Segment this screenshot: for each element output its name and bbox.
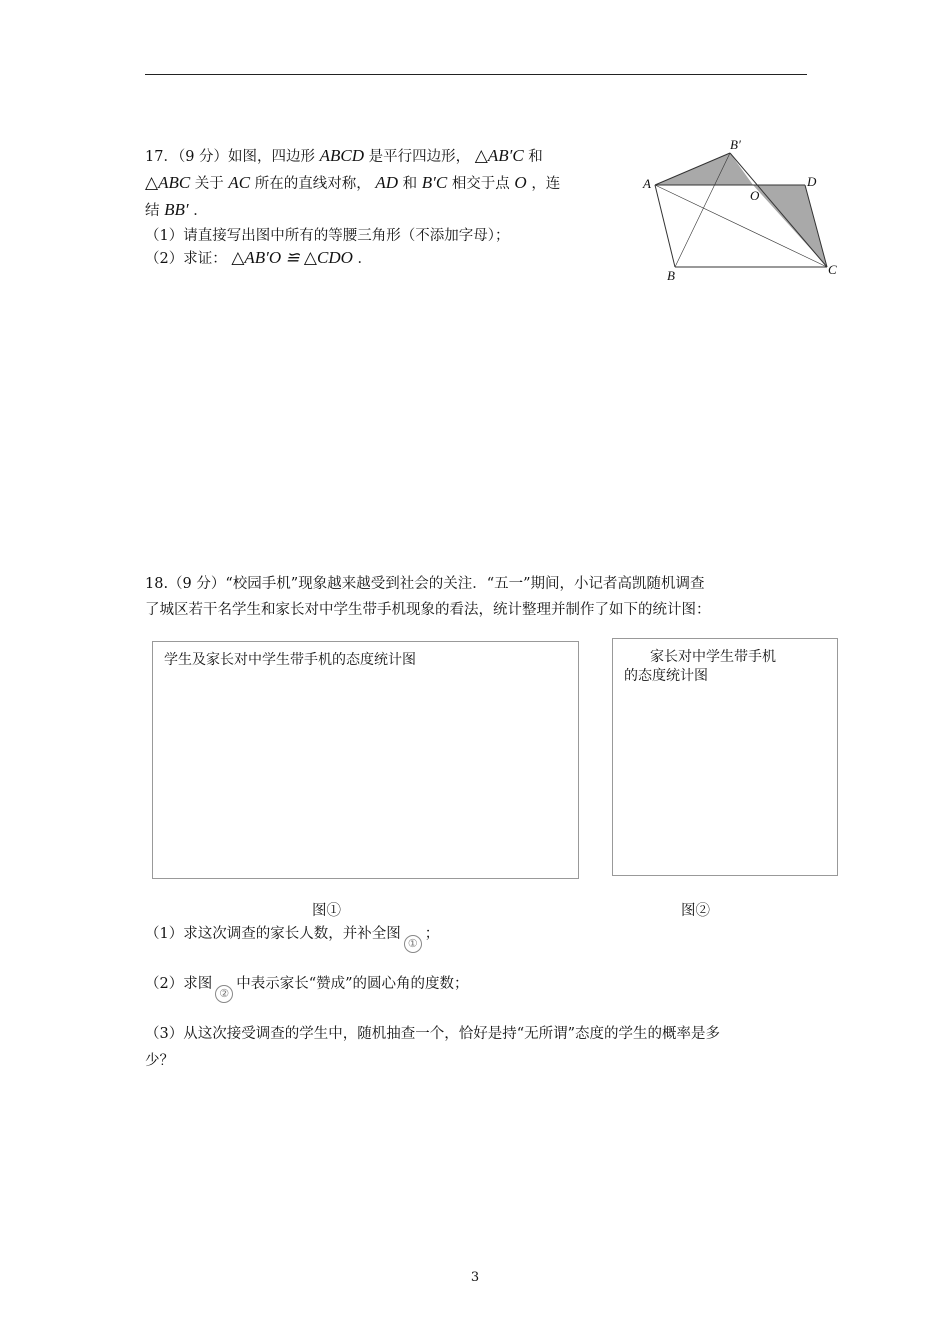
q18-line-1: 18.（9 分）“校园手机”现象越来越受到社会的关注．“五一”期间，小记者高凯随机调查: [145, 576, 705, 592]
q17-text: （2）求证：: [145, 251, 227, 267]
chart-1-title: 学生及家长对中学生带手机的态度统计图: [164, 652, 416, 668]
math-bpc: B′C: [421, 173, 448, 192]
math-triangle-abpc: △AB′C: [474, 146, 524, 165]
math-abcd: ABCD: [319, 146, 365, 165]
q17-text: ，连: [531, 176, 561, 192]
circled-two-icon: ②: [215, 985, 233, 1003]
chart-1-placeholder: [152, 641, 579, 879]
q17-part-1-text: （1）请直接写出图中所有的等腰三角形（不添加字母）；: [145, 228, 510, 244]
q18-part-2-end: 中表示家长“赞成”的圆心角的度数；: [236, 976, 469, 992]
q17-text: 结: [145, 203, 160, 219]
math-bbp: BB′: [164, 200, 189, 219]
chart-2-placeholder: [612, 638, 838, 876]
q18-part-1-end: ；: [424, 926, 440, 942]
q18-part-1: [145, 924, 439, 953]
shaded-triangle-abpo: [655, 153, 753, 185]
q17-part-2: [145, 248, 625, 275]
header-rule: [145, 74, 807, 75]
circled-one-icon: ①: [404, 935, 422, 953]
segment-ab: [655, 185, 675, 267]
label-d: D: [807, 174, 817, 189]
chart-2-title-line-2: 的态度统计图: [624, 668, 708, 684]
q18-line-2: 了城区若干名学生和家长对中学生带手机现象的看法，统计整理并制作了如下的统计图：: [145, 602, 711, 618]
q17-text: ．: [193, 203, 208, 219]
caption-figure-2: 图②: [681, 903, 710, 919]
chart-2-title-line-1: 家长对中学生带手机: [650, 649, 776, 665]
q17-part-1: [145, 226, 625, 248]
label-c: C: [828, 262, 837, 277]
q18-part-3-line-1: （3）从这次接受调查的学生中，随机抽查一个，恰好是持“无所谓”态度的学生的概率是多: [145, 1026, 721, 1042]
math-ad: AD: [375, 173, 399, 192]
q17-line-2: [145, 173, 625, 200]
q17-text: 关于: [194, 176, 224, 192]
q17-line-3: [145, 200, 625, 226]
q17-text: 和: [528, 149, 543, 165]
q18-part-3-line-2: 少？: [145, 1053, 174, 1069]
math-triangle-abc: △ABC: [145, 173, 191, 192]
question-18: [145, 574, 810, 626]
label-o: O: [750, 188, 760, 203]
q17-text: 所在的直线对称，: [254, 176, 371, 192]
q17-text: 17．（9 分）如图，四边形: [145, 149, 316, 165]
page-number: 3: [470, 1270, 480, 1285]
math-congruence: △AB′O ≌ △CDO: [231, 248, 353, 267]
q17-figure: [635, 133, 845, 283]
label-bprime: B′: [730, 137, 741, 152]
q17-line-1: [145, 146, 625, 173]
label-a: A: [643, 176, 651, 191]
q17-text: 相交于点: [451, 176, 510, 192]
q17-text: ．: [357, 251, 373, 267]
caption-figure-1: 图①: [312, 903, 341, 919]
q17-text: 和: [402, 176, 418, 192]
q18-part-1-text: （1）求这次调查的家长人数，并补全图: [145, 926, 401, 942]
q18-part-2-text: （2）求图: [145, 976, 213, 992]
math-o: O: [514, 173, 527, 192]
q17-text: 是平行四边形，: [368, 149, 471, 165]
math-ac: AC: [228, 173, 251, 192]
label-b: B: [667, 268, 675, 283]
question-17: [145, 146, 625, 275]
segment-bpc: [730, 153, 827, 267]
q18-part-2: [145, 974, 469, 1003]
